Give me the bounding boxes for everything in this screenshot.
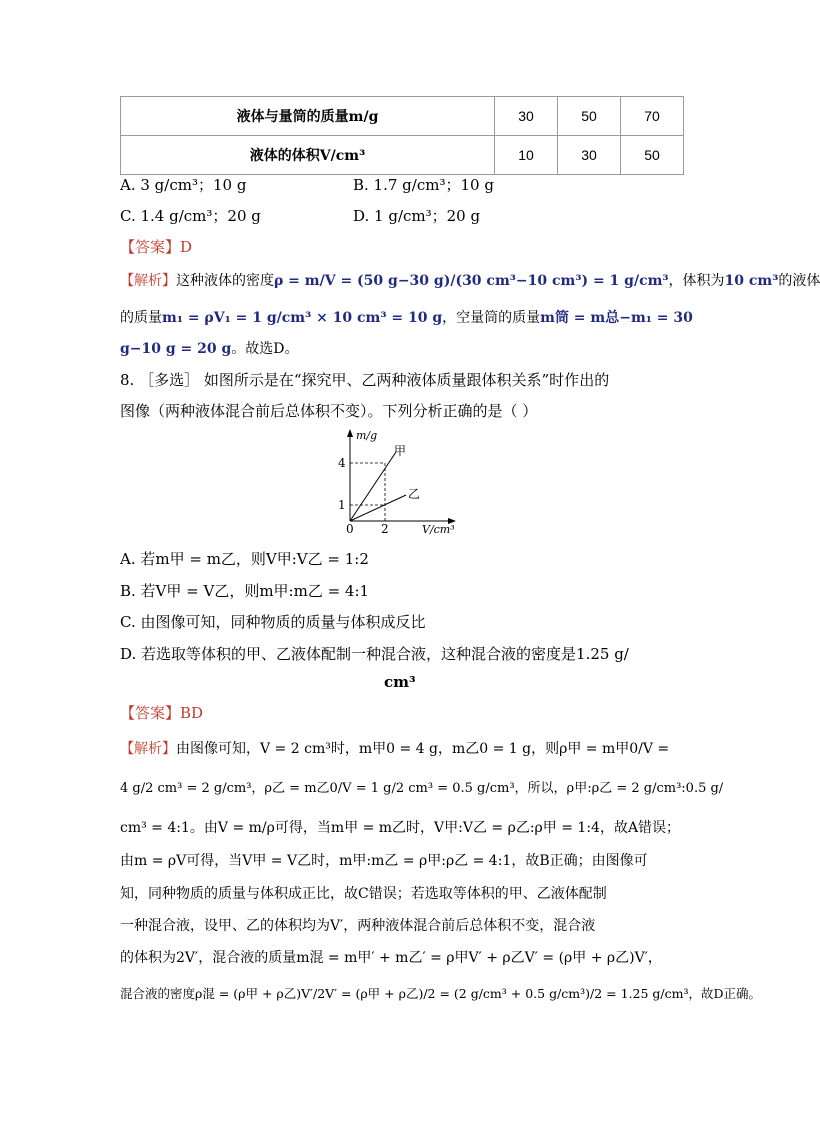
answer-value: BD: [180, 704, 204, 722]
table-row: [121, 97, 684, 136]
q8-answer: [120, 702, 203, 723]
q7-answer: [120, 236, 192, 257]
q8-analysis-line-6: 一种混合液，设甲、乙的体积均为V′，两种液体混合前后总体积不变，混合液: [120, 918, 596, 934]
answer-tag: 【答案】: [120, 238, 181, 256]
q8-analysis-line-3: cm³ = 4:1。由V = m/ρ可得，当m甲 = m乙时，V甲:V乙 = ρ乙:ρ甲 = 1:4，故A错误；: [120, 820, 681, 836]
analysis-text: 的质量: [120, 310, 162, 326]
q8-analysis-line-4: 由m = ρV可得，当V甲 = V乙时，m甲:m乙 = ρ甲:ρ乙 = 4:1，故B正确；由图像可: [120, 853, 648, 869]
q8-option-a: A. 若m甲 = m乙，则V甲:V乙 = 1:2: [120, 550, 369, 568]
analysis-text: ，空量筒的质量: [442, 310, 541, 326]
line-jia-label: 甲: [394, 444, 407, 458]
analysis-math: 10 cm³: [724, 273, 779, 289]
x-axis-label: V/cm³: [422, 523, 455, 536]
q7-analysis-line-3: [120, 338, 299, 358]
q8-option-d-line-1: D. 若选取等体积的甲、乙液体配制一种混合液，这种混合液的密度是1.25 g/: [120, 645, 629, 663]
q8-analysis-line-8: 混合液的密度ρ混 = (ρ甲 + ρ乙)V′/2V′ = (ρ甲 + ρ乙)/2 = (2 g/cm³ + 0.5 g/cm³)/2 = 1.25 g/cm³，故D正确。: [120, 986, 762, 1001]
q8-stem-line-1: 8. ［多选］ 如图所示是在“探究甲、乙两种液体质量跟体积关系”时作出的: [120, 371, 610, 389]
q7-option-d: D. 1 g/cm³；20 g: [353, 207, 481, 225]
origin-label: 0: [346, 522, 354, 536]
tick-label-y4: 4: [338, 456, 346, 470]
q8-stem-line-2: 图像（两种液体混合前后总体积不变）。下列分析正确的是（ ）: [120, 402, 538, 420]
table-cell: 50: [621, 136, 684, 175]
q7-option-c: C. 1.4 g/cm³；20 g: [120, 207, 261, 225]
line-yi-label: 乙: [408, 487, 421, 501]
table-cell: 50: [558, 97, 621, 136]
answer-value: D: [180, 238, 193, 256]
q8-analysis-line-1: [120, 738, 669, 758]
table-cell: 30: [558, 136, 621, 175]
data-table: [120, 96, 684, 175]
analysis-math: m₁ = ρV₁ = 1 g/cm³ × 10 cm³ = 10 g: [162, 310, 443, 326]
analysis-math: ρ = m/V = (50 g−30 g)/(30 cm³−10 cm³) = 1 g/cm³: [274, 273, 669, 289]
analysis-math: g−10 g = 20 g: [120, 341, 232, 357]
analysis-tag: 【解析】: [120, 741, 176, 757]
table-cell: 10: [495, 136, 558, 175]
q7-analysis-line-1: [120, 270, 820, 290]
tick-label-x2: 2: [381, 522, 389, 536]
analysis-text: 这种液体的密度: [176, 273, 274, 289]
table-row-label: 液体与量筒的质量m/g: [121, 97, 495, 136]
table-row-label: 液体的体积V/cm³: [121, 136, 495, 175]
analysis-math: m筒 = m总−m₁ = 30: [540, 310, 693, 326]
q8-option-c: C. 由图像可知，同种物质的质量与体积成反比: [120, 613, 426, 631]
analysis-text: 的液体: [778, 273, 820, 289]
q8-option-d-line-2: cm³: [384, 673, 416, 691]
analysis-text: 由图像可知，V = 2 cm³时，m甲0 = 4 g，m乙0 = 1 g，则ρ甲 = m甲0/V =: [176, 741, 670, 757]
q8-analysis-line-7: 的体积为2V′，混合液的质量m混 = m甲′ + m乙′ = ρ甲V′ + ρ乙V′ = (ρ甲 + ρ乙)V′，: [120, 950, 662, 966]
q8-option-b: B. 若V甲 = V乙，则m甲:m乙 = 4:1: [120, 582, 370, 600]
q7-analysis-line-2: [120, 307, 693, 327]
q7-option-a: A. 3 g/cm³；10 g: [120, 176, 247, 194]
y-axis-label: m/g: [356, 429, 378, 442]
y-axis-arrow: [347, 429, 353, 437]
q8-analysis-line-5: 知，同种物质的质量与体积成正比，故C错误；若选取等体积的甲、乙液体配制: [120, 886, 607, 902]
table-cell: 30: [495, 97, 558, 136]
analysis-text: 。故选D。: [231, 341, 299, 357]
analysis-text: ，体积为: [668, 273, 725, 289]
table-row: [121, 136, 684, 175]
answer-tag: 【答案】: [120, 704, 181, 722]
q8-analysis-line-2: 4 g/2 cm³ = 2 g/cm³，ρ乙 = m乙0/V = 1 g/2 cm³ = 0.5 g/cm³，所以，ρ甲:ρ乙 = 2 g/cm³:0.5 g/: [120, 781, 724, 796]
mass-volume-graph: [330, 425, 470, 540]
table-cell: 70: [621, 97, 684, 136]
tick-label-y1: 1: [338, 498, 346, 512]
analysis-tag: 【解析】: [120, 273, 176, 289]
q7-option-b: B. 1.7 g/cm³；10 g: [353, 176, 494, 194]
